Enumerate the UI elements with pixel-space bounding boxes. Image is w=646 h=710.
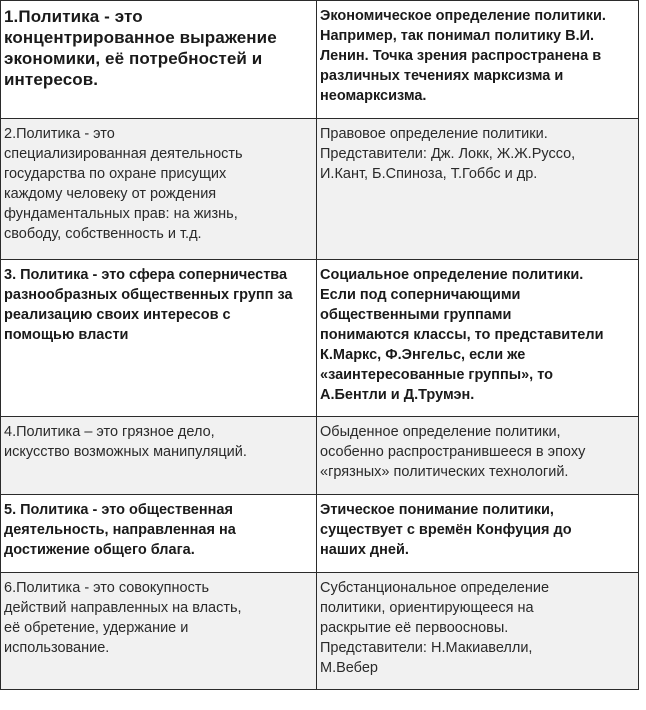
- table-row: [1, 417, 639, 495]
- definition-cell: 2.Политика - это специализированная деятельность государства по охране присущих каждому человеку от рождения фундаментальных прав: на жизнь, свободу, собственность и т.д.: [1, 119, 317, 260]
- definition-cell: 3. Политика - это сфера соперничества разнообразных общественных групп за реализацию своих интересов с помощью власти: [1, 260, 317, 417]
- description-cell: Правовое определение политики. Представители: Дж. Локк, Ж.Ж.Руссо, И.Кант, Б.Спиноза, Т.Гоббс и др.: [317, 119, 639, 260]
- description-cell: Субстанциональное определение политики, ориентирующееся на раскрытие её первоосновы. Представители: Н.Макиавелли, М.Вебер: [317, 573, 639, 690]
- definition-cell: 6.Политика - это совокупность действий направленных на власть, её обретение, удержание и использование.: [1, 573, 317, 690]
- description-cell: Социальное определение политики. Если под соперничающими общественными группами понимаются классы, то представители К.Маркс, Ф.Энгельс, если же «заинтересованные группы», то А.Бентли и Д.Трумэн.: [317, 260, 639, 417]
- description-cell: Экономическое определение политики. Например, так понимал политику В.И. Ленин. Точка зрения распространена в различных течениях марксизма и неомарксизма.: [317, 1, 639, 119]
- description-cell: Этическое понимание политики, существует с времён Конфуция до наших дней.: [317, 495, 639, 573]
- description-cell: Обыденное определение политики, особенно распространившееся в эпоху «грязных» политических технологий.: [317, 417, 639, 495]
- definition-cell: 4.Политика – это грязное дело, искусство возможных манипуляций.: [1, 417, 317, 495]
- table-row: [1, 260, 639, 417]
- table-row: [1, 119, 639, 260]
- table-row: [1, 1, 639, 119]
- table-row: [1, 573, 639, 690]
- table-row: [1, 495, 639, 573]
- definition-cell: 1.Политика - это концентрированное выражение экономики, её потребностей и интересов.: [1, 1, 317, 119]
- definition-cell: 5. Политика - это общественная деятельность, направленная на достижение общего блага.: [1, 495, 317, 573]
